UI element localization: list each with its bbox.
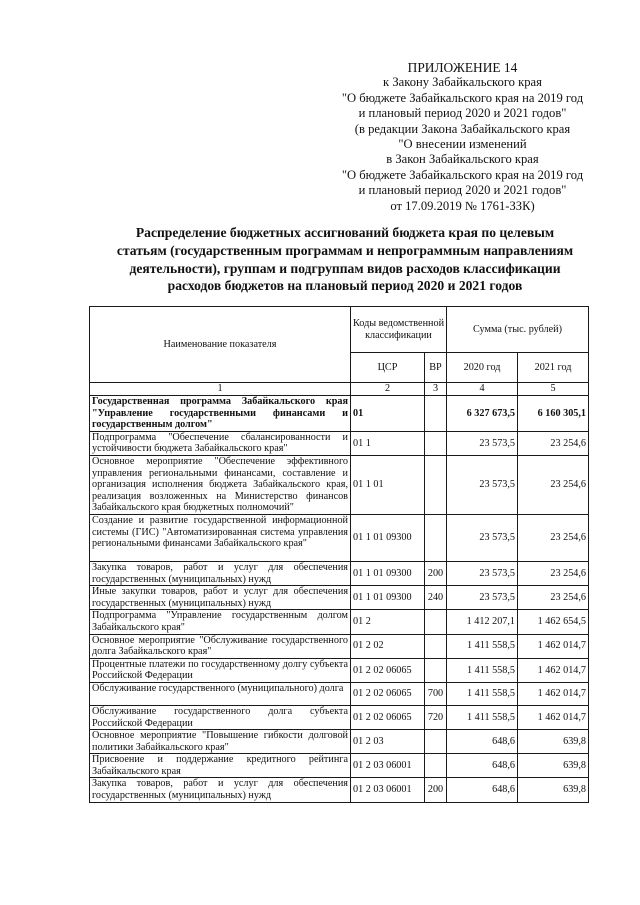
row-2021-cell: 639,8 (518, 754, 589, 778)
row-name-cell: Основное мероприятие "Повышение гибкости долговой политики Забайкальского края" (90, 730, 351, 754)
appendix-line: и плановый период 2020 и 2021 годов" (358, 183, 567, 198)
row-csr-cell: 01 2 02 (351, 634, 425, 658)
table-row (90, 634, 589, 658)
row-csr-cell: 01 2 03 (351, 730, 425, 754)
table-row (90, 682, 589, 705)
row-csr-cell: 01 1 (351, 431, 425, 455)
row-2020-cell: 648,6 (447, 778, 518, 802)
row-2020-cell: 6 327 673,5 (447, 396, 518, 432)
row-2021-cell: 23 254,6 (518, 514, 589, 561)
appendix-line: от 17.09.2019 № 1761-ЗЗК) (390, 198, 535, 213)
appendix-line: "О бюджете Забайкальского края на 2019 год (341, 167, 584, 182)
row-vr-cell (425, 730, 447, 754)
table-row (90, 431, 589, 455)
appendix-line: "О внесении изменений (398, 137, 527, 152)
row-vr-cell (425, 754, 447, 778)
row-vr-cell: 700 (425, 682, 447, 705)
column-number: 3 (425, 383, 447, 396)
row-csr-cell: 01 1 01 09300 (351, 586, 425, 610)
table-row (90, 658, 589, 682)
row-2020-cell: 1 411 558,5 (447, 682, 518, 705)
title-line: статьям (государственным программам и непрограммным направлениям (116, 242, 574, 258)
row-2020-cell: 1 412 207,1 (447, 610, 518, 634)
column-number: 4 (447, 383, 518, 396)
row-2021-cell: 23 254,6 (518, 561, 589, 585)
row-name-cell: Обслуживание государственного долга субъекта Российской Федерации (90, 705, 351, 729)
row-name-cell: Обслуживание государственного (муниципального) долга (90, 682, 351, 705)
row-2021-cell: 23 254,6 (518, 455, 589, 514)
table-row (90, 514, 589, 561)
row-name-cell: Закупка товаров, работ и услуг для обеспечения государственных (муниципальных) нужд (90, 561, 351, 585)
row-name-cell: Подпрограмма "Управление государственным долгом Забайкальского края" (90, 610, 351, 634)
document-title (95, 224, 595, 295)
row-name-cell: Закупка товаров, работ и услуг для обеспечения государственных (муниципальных) нужд (90, 778, 351, 802)
table-row (90, 561, 589, 585)
title-line: расходов бюджетов на плановый период 2020 и 2021 годов (167, 278, 523, 294)
row-csr-cell: 01 2 03 06001 (351, 778, 425, 802)
header-codes: Коды ведомственной классификации (351, 307, 447, 353)
row-vr-cell (425, 658, 447, 682)
row-vr-cell (425, 431, 447, 455)
row-2021-cell: 1 462 014,7 (518, 658, 589, 682)
column-number: 1 (90, 383, 351, 396)
row-csr-cell: 01 2 03 06001 (351, 754, 425, 778)
appendix-heading: ПРИЛОЖЕНИЕ 14 (407, 60, 518, 75)
column-number: 5 (518, 383, 589, 396)
row-name-cell: Иные закупки товаров, работ и услуг для обеспечения государственных (муниципальных) нужд (90, 586, 351, 610)
row-2020-cell: 1 411 558,5 (447, 658, 518, 682)
row-2020-cell: 23 573,5 (447, 455, 518, 514)
header-2020: 2020 год (447, 353, 518, 383)
table-row (90, 586, 589, 610)
row-name-cell: Создание и развитие государственной информационной системы (ГИС) "Автоматизированная система управления региональными финансами Забайкальского края" (90, 514, 351, 561)
row-vr-cell (425, 455, 447, 514)
appendix-line: и плановый период 2020 и 2021 годов" (358, 106, 567, 121)
row-vr-cell: 240 (425, 586, 447, 610)
row-vr-cell: 720 (425, 705, 447, 729)
row-2020-cell: 648,6 (447, 754, 518, 778)
table-row (90, 705, 589, 729)
row-csr-cell: 01 2 02 06065 (351, 682, 425, 705)
header-name: Наименование показателя (90, 307, 351, 383)
row-vr-cell: 200 (425, 561, 447, 585)
header-csr: ЦСР (351, 353, 425, 383)
row-csr-cell: 01 (351, 396, 425, 432)
row-2020-cell: 1 411 558,5 (447, 705, 518, 729)
appendix-line: "О бюджете Забайкальского края на 2019 год (341, 90, 584, 105)
column-number: 2 (351, 383, 425, 396)
row-name-cell: Основное мероприятие "Обслуживание государственного долга Забайкальского края" (90, 634, 351, 658)
row-csr-cell: 01 1 01 09300 (351, 561, 425, 585)
row-csr-cell: 01 2 02 06065 (351, 658, 425, 682)
table-row (90, 730, 589, 754)
row-vr-cell: 200 (425, 778, 447, 802)
header-2021: 2021 год (518, 353, 589, 383)
appendix-line: к Закону Забайкальского края (383, 75, 542, 90)
table-row (90, 610, 589, 634)
appendix-line: (в редакции Закона Забайкальского края (354, 121, 571, 136)
row-vr-cell (425, 610, 447, 634)
header-vr: ВР (425, 353, 447, 383)
row-2020-cell: 23 573,5 (447, 431, 518, 455)
appendix-block (320, 60, 605, 214)
row-vr-cell (425, 634, 447, 658)
row-2021-cell: 639,8 (518, 730, 589, 754)
row-2021-cell: 23 254,6 (518, 431, 589, 455)
title-line: деятельности), группам и подгруппам видов расходов классификации (129, 260, 561, 276)
row-csr-cell: 01 2 02 06065 (351, 705, 425, 729)
budget-table (89, 306, 589, 803)
row-2021-cell: 1 462 014,7 (518, 705, 589, 729)
row-csr-cell: 01 2 (351, 610, 425, 634)
row-name-cell: Присвоение и поддержание кредитного рейтинга Забайкальского края (90, 754, 351, 778)
row-2021-cell: 23 254,6 (518, 586, 589, 610)
row-2021-cell: 6 160 305,1 (518, 396, 589, 432)
table-row (90, 778, 589, 802)
table-row (90, 455, 589, 514)
table-body (90, 396, 589, 803)
row-2020-cell: 23 573,5 (447, 561, 518, 585)
row-name-cell: Подпрограмма "Обеспечение сбалансированности и устойчивости бюджета Забайкальского края" (90, 431, 351, 455)
row-2021-cell: 1 462 014,7 (518, 634, 589, 658)
table-row (90, 754, 589, 778)
row-vr-cell (425, 396, 447, 432)
row-2020-cell: 23 573,5 (447, 586, 518, 610)
row-name-cell: Государственная программа Забайкальского края "Управление государственными финансами и государственным долгом" (90, 396, 351, 432)
row-2021-cell: 639,8 (518, 778, 589, 802)
table-row (90, 396, 589, 432)
row-2020-cell: 1 411 558,5 (447, 634, 518, 658)
row-2020-cell: 648,6 (447, 730, 518, 754)
appendix-line: в Закон Забайкальского края (386, 152, 539, 167)
header-sum: Сумма (тыс. рублей) (447, 307, 589, 353)
row-2020-cell: 23 573,5 (447, 514, 518, 561)
row-name-cell: Процентные платежи по государственному долгу субъекта Российской Федерации (90, 658, 351, 682)
row-csr-cell: 01 1 01 (351, 455, 425, 514)
title-line: Распределение бюджетных ассигнований бюджета края по целевым (135, 225, 555, 240)
row-name-cell: Основное мероприятие "Обеспечение эффективного управления региональными финансами, составление и организация исполнения бюджета Забайкальского края, реализация возложенных на Министерство финансов Забайкальского края бюджетных полномочий" (90, 455, 351, 514)
row-2021-cell: 1 462 654,5 (518, 610, 589, 634)
row-csr-cell: 01 1 01 09300 (351, 514, 425, 561)
row-vr-cell (425, 514, 447, 561)
row-2021-cell: 1 462 014,7 (518, 682, 589, 705)
